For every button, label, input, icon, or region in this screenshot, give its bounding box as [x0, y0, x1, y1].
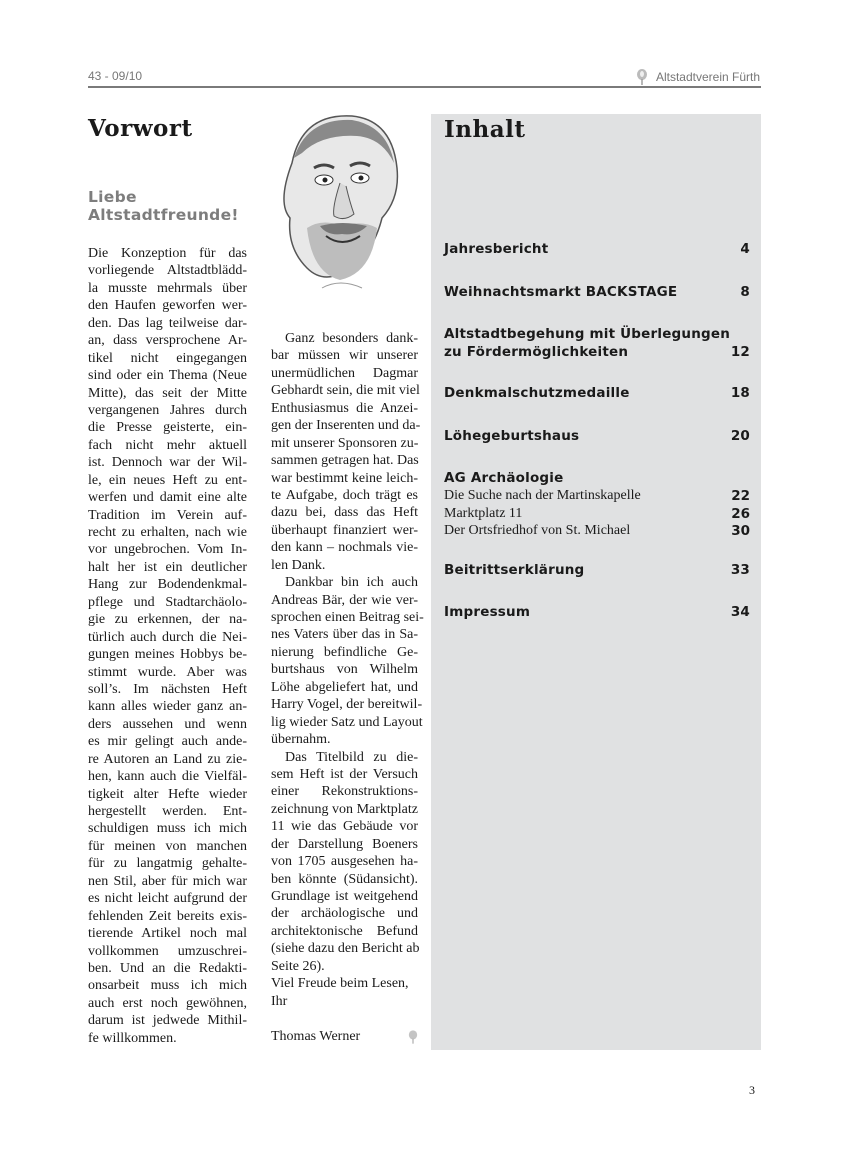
toc-entry-title: [444, 470, 563, 486]
toc-entry-title: [444, 284, 677, 300]
text-line: ben könnte (Südansicht).: [271, 871, 418, 887]
vorwort-middle-column: [271, 330, 424, 1010]
text-line: übernahm.: [271, 732, 331, 748]
toc-entry[interactable]: [444, 428, 750, 444]
text-line: Hang zur Bodendenkmal-: [88, 577, 247, 593]
text-line: an, dass versprochene Ar-: [88, 333, 247, 349]
text-line: Viel Freude beim Lesen,: [271, 976, 409, 992]
text-line: soll’s. Im nächsten Heft: [88, 681, 247, 697]
text-line: nierung befindliche Ge-: [271, 644, 418, 660]
text-line: Andreas Bär, der wie ver-: [271, 592, 418, 608]
text-line: den kann – nochmals vie-: [271, 540, 418, 556]
text-line: Seite 26).: [271, 958, 325, 974]
caricature-image: [262, 108, 404, 293]
text-line: es mir gelingt auch ande-: [88, 734, 247, 750]
text-line: Das Titelbild zu die-: [285, 749, 418, 765]
text-line: einer Rekonstruktions-: [271, 784, 418, 800]
text-line: stimmt wurde. Aber was: [88, 664, 247, 680]
text-line: zeichnung von Marktplatz: [271, 801, 418, 817]
toc-entry-title: [444, 428, 579, 444]
page-number: 3: [749, 1083, 755, 1097]
text-line: bar müssen wir unserer: [271, 348, 418, 364]
text-line: gie zu erkennen, der na-: [88, 612, 247, 628]
text-line: Dankbar bin ich auch: [285, 575, 418, 591]
text-line: für zu langatmig gehalte-: [88, 856, 247, 872]
text-line: den Haufen geworfen wer-: [88, 298, 247, 314]
header-issue: 43 - 09/10: [88, 69, 143, 83]
toc-title-line: Denkmalschutzmedaille: [444, 385, 630, 401]
toc-entry[interactable]: [444, 470, 750, 486]
text-line: es nicht leicht aufgrund der: [88, 891, 247, 907]
text-line: ist. Dennoch war der Wil-: [88, 455, 247, 471]
text-line: gen der Inserenten und da-: [271, 418, 421, 434]
text-line: ders aussehen und wenn: [88, 716, 247, 732]
toc-subentry-title: Der Ortsfriedhof von St. Michael: [444, 523, 631, 538]
toc-subentry[interactable]: [444, 523, 750, 539]
toc-entry-title: [444, 241, 548, 257]
toc-title-line: Impressum: [444, 604, 531, 620]
toc-page-number: 30: [731, 523, 750, 539]
text-line: recht zu erhalten, nach wie: [88, 525, 247, 540]
text-line: fach nicht mehr aktuell: [88, 437, 247, 453]
text-line: Ihr: [271, 993, 288, 1009]
header-rule: [88, 86, 761, 88]
text-line: für meinen von manchen: [88, 838, 247, 854]
text-line: werfen und damit eine alte: [88, 490, 247, 506]
text-line: sem Heft ist der Versuch: [271, 766, 418, 782]
text-line: nes Vaters über das in Sa-: [271, 627, 418, 643]
text-line: auch erst noch gewöhnen,: [88, 995, 247, 1011]
toc-entry-title: [444, 562, 584, 578]
toc-title-line: Weihnachtsmarkt BACKSTAGE: [444, 284, 678, 300]
text-line: vor ungebrochen. Vom In-: [88, 542, 247, 558]
toc-entry[interactable]: [444, 284, 750, 300]
text-line: Harry Vogel, der bereitwil-: [271, 697, 423, 713]
text-line: onsarbeit muss ich mich: [88, 978, 247, 994]
text-line: Enthusiasmus die Anzei-: [271, 400, 418, 416]
header-publisher: [636, 69, 760, 85]
toc-title-line: Altstadtbegehung mit Überlegungen: [444, 326, 731, 342]
text-line: mit unserer Sponsoren zu-: [271, 435, 419, 451]
greeting: [88, 188, 239, 224]
text-line: halt her ist ein deutlicher: [88, 559, 247, 575]
text-line: die Presse geisterte, ein-: [88, 420, 247, 436]
text-line: vorliegende Altstadtblädd-: [88, 263, 247, 279]
toc-title-line: Jahresbericht: [444, 241, 549, 257]
text-line: le, ein neues Heft zu ent-: [88, 472, 247, 488]
text-line: dazu bei, dass das Heft: [271, 505, 418, 521]
toc-subentry-title: Marktplatz 11: [444, 505, 523, 521]
text-line: Mitte), das seit der Mitte: [88, 385, 247, 401]
toc-subentry[interactable]: [444, 506, 750, 522]
greeting-line-1: Liebe: [88, 188, 137, 206]
signature-name: Thomas Werner: [271, 1029, 361, 1044]
text-line: fehlenden Zeit bereits exis-: [88, 908, 247, 924]
toc-page-number: 12: [730, 344, 750, 360]
toc-entry-title: [444, 385, 630, 401]
text-line: 11 wie das Gebäude vor: [271, 819, 418, 835]
vorwort-title: Vorwort: [88, 115, 193, 142]
toc-entry-title: [444, 326, 730, 360]
text-line: sammen getragen hat. Das: [271, 453, 419, 469]
text-line: (siehe dazu den Bericht ab: [271, 941, 420, 957]
toc-entry-title: [444, 604, 530, 620]
text-line: Grundlage ist weitgehend: [271, 889, 418, 904]
leaf-end-icon: [408, 1030, 418, 1044]
text-line: kann alles wieder ganz an-: [88, 699, 247, 715]
toc-subentry[interactable]: [444, 488, 750, 504]
text-line: gungen meines Hobbys be-: [88, 647, 247, 663]
text-line: hergestellt werden. Ent-: [88, 804, 247, 819]
toc-page-number: 20: [730, 428, 750, 444]
toc-subentry-title: Die Suche nach der Martinskapelle: [444, 488, 641, 503]
text-line: von 1705 ausgesehen ha-: [271, 854, 418, 870]
toc-page-number: 4: [740, 241, 750, 257]
text-line: la musste mehrmals über: [88, 280, 247, 296]
toc-page-number: 26: [731, 505, 750, 522]
inhalt-title: Inhalt: [444, 116, 526, 143]
text-line: lig wieder Satz und Layout: [271, 714, 423, 730]
text-line: Löhe abgeliefert hat, und: [271, 679, 418, 695]
text-line: türlich auch durch die Nei-: [88, 629, 247, 645]
leaf-logo-icon: [636, 69, 648, 85]
text-line: tikel nicht eingegangen: [88, 350, 247, 366]
toc-title-line: zu Fördermöglichkeiten: [444, 344, 629, 360]
text-line: Tradition im Verein auf-: [88, 507, 247, 523]
text-line: Gebhardt sein, die mit viel: [271, 383, 420, 399]
text-line: der Darstellung Boeners: [271, 836, 418, 852]
text-line: tigkeit alter Hefte wieder: [88, 786, 247, 802]
text-line: Die Konzeption für das: [88, 246, 247, 261]
text-line: vergangenen Jahres durch: [88, 402, 247, 418]
toc-entry[interactable]: [444, 326, 750, 360]
toc-page-number: 33: [730, 562, 750, 578]
greeting-line-2: Altstadtfreunde!: [88, 206, 239, 224]
text-line: hen, kann auch die Vielfäl-: [88, 769, 247, 785]
text-line: den. Das lag teilweise dar-: [88, 315, 247, 331]
text-line: unermüdlichen Dagmar: [271, 365, 418, 381]
toc-page-number: 18: [730, 385, 750, 401]
publisher-name: Altstadtverein Fürth: [655, 70, 760, 84]
text-line: pflege und Stadtarchäolo-: [88, 594, 247, 610]
text-line: ben. Und an die Redakti-: [88, 960, 247, 976]
text-line: der archäologische und: [271, 906, 418, 922]
toc-title-line: AG Archäologie: [444, 470, 564, 486]
toc-page-number: 22: [731, 488, 750, 504]
text-line: vollkommen umzuschrei-: [88, 943, 247, 959]
toc-page-number: 34: [730, 604, 750, 620]
text-line: tierende Artikel noch mal: [88, 926, 247, 942]
text-line: te Aufgabe, doch trägt es: [271, 487, 418, 503]
toc-entry[interactable]: [444, 241, 750, 257]
toc-entry[interactable]: [444, 604, 750, 620]
text-line: nen Stil, aber für mich war: [88, 873, 247, 889]
text-line: schuldigen muss ich mich: [88, 821, 247, 837]
text-line: fe willkommen.: [88, 1030, 177, 1046]
signature: [271, 1029, 418, 1045]
vorwort-left-column: [88, 245, 247, 1047]
text-line: darum ist jedwede Mithil-: [88, 1013, 247, 1029]
text-line: überhaupt finanziert wer-: [271, 522, 418, 538]
toc-entry[interactable]: [444, 562, 750, 578]
text-line: len Dank.: [271, 557, 326, 573]
toc-title-line: Löhegeburtshaus: [444, 428, 580, 444]
text-line: Ganz besonders dank-: [285, 331, 418, 346]
text-line: sprochen einen Beitrag sei-: [271, 610, 424, 625]
toc-title-line: Beitrittserklärung: [444, 562, 585, 578]
text-line: war bestimmt keine leich-: [271, 470, 418, 486]
toc-page-number: 8: [740, 284, 750, 300]
text-line: burtshaus von Wilhelm: [271, 662, 418, 678]
text-line: re Autoren an Land zu zie-: [88, 751, 247, 767]
toc-entry[interactable]: [444, 385, 750, 401]
text-line: sind oder ein Thema (Neue: [88, 368, 247, 384]
text-line: architektonische Befund: [271, 923, 418, 939]
